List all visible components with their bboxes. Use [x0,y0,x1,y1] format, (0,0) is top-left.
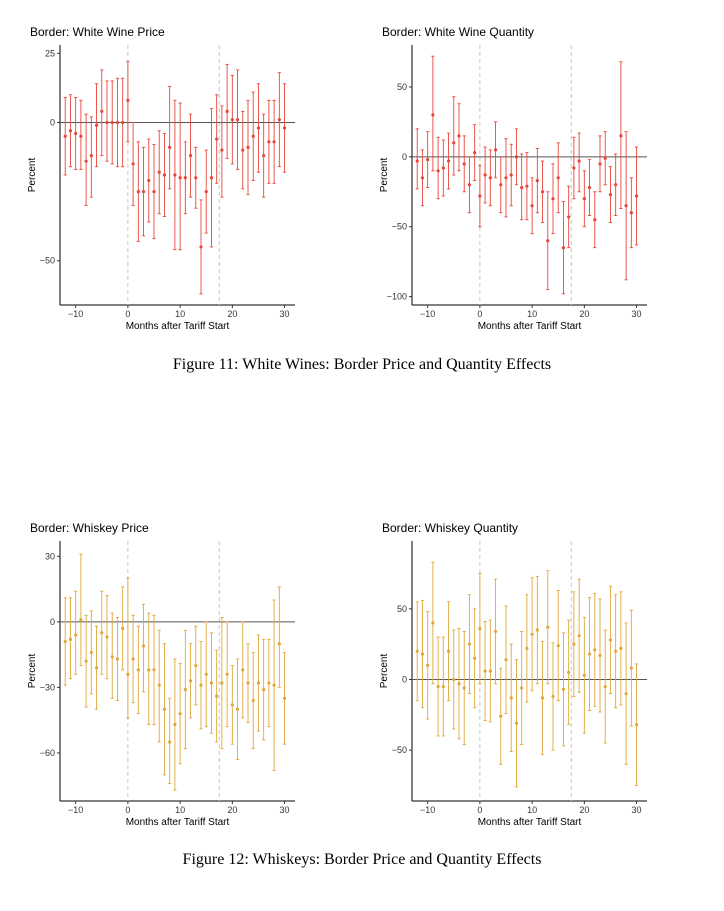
data-point [194,176,197,179]
data-point [215,695,218,698]
data-point [525,647,528,650]
data-point [504,176,507,179]
data-point [116,657,119,660]
data-point [252,135,255,138]
data-point [431,621,434,624]
data-point [551,197,554,200]
data-point [236,708,239,711]
data-point [236,118,239,121]
data-point [189,154,192,157]
data-point [220,149,223,152]
data-point [593,648,596,651]
data-point [132,657,135,660]
y-tick-label: 50 [396,81,407,92]
y-tick-label: 25 [44,48,55,59]
data-point [447,159,450,162]
data-point [484,173,487,176]
data-point [546,626,549,629]
y-tick-label: −50 [39,255,55,266]
data-point [184,688,187,691]
data-point [635,194,638,197]
data-point [168,740,171,743]
data-point [609,193,612,196]
data-point [147,179,150,182]
data-point [100,110,103,113]
data-point [158,684,161,687]
data-point [468,643,471,646]
data-point [241,149,244,152]
data-point [562,246,565,249]
data-point [416,650,419,653]
data-point [152,668,155,671]
chart-title: Border: Whiskey Price [30,521,149,535]
data-point [215,137,218,140]
data-point [583,197,586,200]
data-point [241,668,244,671]
data-point [184,176,187,179]
x-tick-label: 10 [527,309,538,319]
data-point [630,667,633,670]
chart-svg [379,514,672,834]
data-point [609,638,612,641]
x-axis-label: Months after Tariff Start [477,817,582,828]
data-point [567,215,570,218]
data-point [598,162,601,165]
data-point [179,176,182,179]
data-point [551,695,554,698]
x-tick-label: −10 [420,805,436,815]
data-point [557,644,560,647]
x-tick-label: −10 [68,309,84,319]
y-axis-label: Percent [27,157,38,193]
data-point [562,688,565,691]
data-point [273,684,276,687]
data-point [510,696,513,699]
data-point [478,194,481,197]
x-tick-label: 20 [579,309,590,319]
x-tick-label: 0 [477,309,483,319]
data-point [489,669,492,672]
data-point [267,681,270,684]
data-point [431,113,434,116]
data-point [194,664,197,667]
data-point [499,715,502,718]
data-point [142,644,145,647]
y-axis-label: Percent [379,157,390,193]
x-tick-label: 10 [175,309,186,319]
x-tick-label: 30 [279,805,290,815]
chart-whiskey-price [27,514,320,834]
data-point [121,627,124,630]
data-point [452,141,455,144]
data-point [457,134,460,137]
data-point [278,118,281,121]
data-point [100,631,103,634]
y-tick-label: 30 [44,551,55,562]
data-point [588,186,591,189]
data-point [74,633,77,636]
data-point [531,633,534,636]
data-point [442,166,445,169]
x-tick-label: 10 [175,805,186,815]
data-point [452,678,455,681]
data-point [189,679,192,682]
data-point [252,699,255,702]
data-point [520,186,523,189]
data-point [105,636,108,639]
data-point [105,121,108,124]
data-point [173,173,176,176]
data-point [152,190,155,193]
data-point [504,658,507,661]
data-point [246,681,249,684]
data-point [69,638,72,641]
data-point [614,650,617,653]
data-point [90,154,93,157]
x-tick-label: 20 [227,309,238,319]
data-point [437,169,440,172]
data-point [604,157,607,160]
data-point [463,686,466,689]
data-point [79,618,82,621]
data-point [262,154,265,157]
data-point [64,640,67,643]
chart-white-wine-price [27,18,320,338]
data-point [283,697,286,700]
data-point [583,674,586,677]
data-point [442,685,445,688]
data-point [515,155,518,158]
y-tick-label: −50 [391,745,407,756]
x-tick-label: 30 [631,309,642,319]
data-point [494,630,497,633]
data-point [283,126,286,129]
data-point [630,211,633,214]
data-point [499,183,502,186]
y-tick-label: −50 [391,221,407,232]
figure-caption: Figure 12: Whiskeys: Border Price and Quantity Effects [182,851,542,868]
data-point [111,121,114,124]
y-tick-label: −100 [386,291,407,302]
data-point [142,190,145,193]
data-point [262,688,265,691]
data-point [132,162,135,165]
chart-svg [27,18,320,338]
data-point [111,655,114,658]
data-point [205,673,208,676]
data-point [525,185,528,188]
x-tick-label: 20 [227,805,238,815]
data-point [536,179,539,182]
data-point [137,190,140,193]
data-point [95,666,98,669]
data-point [541,696,544,699]
data-point [126,99,129,102]
data-point [557,176,560,179]
data-point [468,183,471,186]
data-point [437,685,440,688]
data-point [578,634,581,637]
y-tick-label: −30 [39,682,55,693]
data-point [484,669,487,672]
data-point [593,218,596,221]
data-point [278,642,281,645]
data-point [635,723,638,726]
data-point [231,118,234,121]
data-point [598,654,601,657]
x-tick-label: 0 [125,805,131,815]
data-point [619,134,622,137]
data-point [604,685,607,688]
x-tick-label: −10 [420,309,436,319]
data-point [531,204,534,207]
data-point [447,650,450,653]
y-tick-label: 0 [49,117,55,128]
y-axis-label: Percent [379,653,390,689]
data-point [473,657,476,660]
data-point [426,664,429,667]
data-point [578,159,581,162]
data-point [179,712,182,715]
y-tick-label: 0 [401,151,407,162]
data-point [515,722,518,725]
data-point [536,628,539,631]
data-point [463,162,466,165]
x-tick-label: 30 [631,805,642,815]
chart-white-wine-quantity [379,18,672,338]
data-point [416,159,419,162]
data-point [121,121,124,124]
data-point [85,660,88,663]
y-axis-label: Percent [27,653,38,689]
chart-svg [27,514,320,834]
data-point [231,703,234,706]
x-axis-label: Months after Tariff Start [477,321,582,332]
data-point [126,673,129,676]
data-point [168,146,171,149]
data-point [64,135,67,138]
data-point [489,176,492,179]
chart-title: Border: Whiskey Quantity [382,521,519,535]
data-point [163,173,166,176]
data-point [494,148,497,151]
x-tick-label: 20 [579,805,590,815]
data-point [567,671,570,674]
data-point [79,135,82,138]
data-point [588,652,591,655]
data-point [625,692,628,695]
data-point [226,673,229,676]
data-point [205,190,208,193]
data-point [226,110,229,113]
chart-whiskey-quantity [379,514,672,834]
x-tick-label: 0 [477,805,483,815]
data-point [246,146,249,149]
x-axis-label: Months after Tariff Start [125,321,230,332]
chart-title: Border: White Wine Quantity [382,25,535,39]
data-point [199,245,202,248]
data-point [85,160,88,163]
data-point [421,176,424,179]
data-point [74,132,77,135]
data-point [69,129,72,132]
data-point [625,204,628,207]
data-point [614,183,617,186]
data-point [116,121,119,124]
figure-caption: Figure 11: White Wines: Border Price and Quantity Effects [172,356,552,373]
data-point [572,643,575,646]
x-axis-label: Months after Tariff Start [125,817,230,828]
data-point [421,652,424,655]
data-point [473,151,476,154]
data-point [520,686,523,689]
data-point [257,681,260,684]
data-point [546,239,549,242]
data-point [426,158,429,161]
data-point [163,708,166,711]
data-point [478,627,481,630]
y-tick-label: 0 [401,674,407,685]
y-tick-label: 0 [49,616,55,627]
data-point [510,173,513,176]
data-point [147,668,150,671]
data-point [541,190,544,193]
data-point [158,171,161,174]
data-point [273,140,276,143]
data-point [220,681,223,684]
chart-svg [379,18,672,338]
data-point [210,681,213,684]
chart-title: Border: White Wine Price [30,25,165,39]
data-point [457,682,460,685]
data-point [572,166,575,169]
x-tick-label: −10 [68,805,84,815]
y-tick-label: −60 [39,747,55,758]
x-tick-label: 30 [279,309,290,319]
data-point [210,176,213,179]
x-tick-label: 10 [527,805,538,815]
data-point [137,668,140,671]
y-tick-label: 50 [396,603,407,614]
data-point [90,651,93,654]
data-point [199,684,202,687]
data-point [173,723,176,726]
data-point [257,126,260,129]
data-point [267,140,270,143]
data-point [95,124,98,127]
x-tick-label: 0 [125,309,131,319]
data-point [619,647,622,650]
